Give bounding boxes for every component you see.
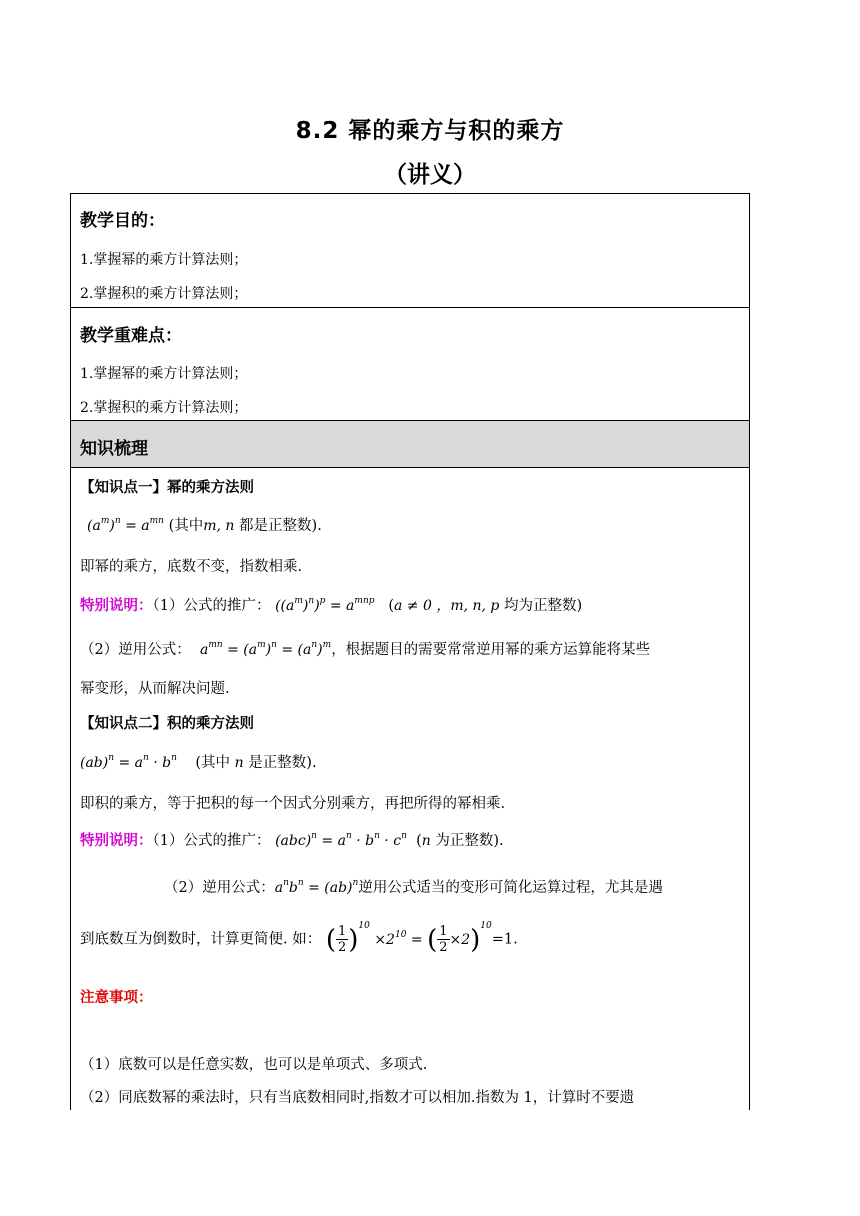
notes-heading xyxy=(80,986,741,1007)
teaching-aims-heading: 教学目的： xyxy=(80,211,165,231)
point2-special2-cont xyxy=(80,920,741,955)
note-item: （2）同底数幂的乘法时，只有当底数相同时,指数才可以相加.指数为 1，计算时不要遗 xyxy=(80,1090,635,1106)
note-item: （1）底数可以是任意实数，也可以是单项式、多项式. xyxy=(80,1057,428,1073)
point2-heading xyxy=(80,712,741,733)
point1-label: 【知识点一】 xyxy=(80,480,167,496)
key-point-item: 2.掌握积的乘方计算法则； xyxy=(80,400,248,416)
knowledge-heading-bar xyxy=(70,420,750,468)
document-subtitle: （讲义） xyxy=(384,162,476,188)
special2-rest: 逆用公式适当的变形可简化运算过程，尤其是遇 xyxy=(358,880,663,896)
key-points-heading: 教学重难点： xyxy=(80,326,182,346)
special-label: 特别说明： xyxy=(80,833,153,849)
point2-label: 【知识点二】 xyxy=(80,716,167,732)
example-formula: ( $\frac{1}{2}$ )$^{10} \times 2^{10}$ = ( $\frac{1}{2}$ ×2)$^{10}$ xyxy=(325,920,492,955)
special2-text: （2）逆用公式： xyxy=(80,642,191,658)
power-of-power-formula: $(a^m)^n = a^{mn}$ xyxy=(87,516,164,534)
special2-cont: 到底数互为倒数时，计算更简便. 如： xyxy=(80,931,322,948)
power-of-product-formula: $(ab)^n = a^n \cdot b^n$ xyxy=(80,753,177,771)
point1-special2 xyxy=(80,638,741,659)
special1-text: （1）公式的推广： xyxy=(152,833,271,849)
point2-special1: 特别说明：（1）公式的推广： $(abc)^n = a^n \cdot b^n \cdot c^n$ (n 为正整数). xyxy=(80,831,504,849)
aim-item: 1.掌握幂的乘方计算法则； xyxy=(80,252,248,268)
document-title: 8.2 幂的乘方与积的乘方 xyxy=(295,118,565,144)
special-label: 特别说明： xyxy=(80,598,153,614)
key-point-item: 1.掌握幂的乘方计算法则； xyxy=(80,366,248,382)
knowledge-body xyxy=(70,467,750,1110)
point1-formula xyxy=(87,514,741,535)
point2-name: 积的乘方法则 xyxy=(167,716,254,732)
aim-item: 2.掌握积的乘方计算法则； xyxy=(80,286,248,302)
special1-text: （1）公式的推广： xyxy=(152,598,271,614)
point1-formula-note-end: 都是正整数). xyxy=(239,518,322,534)
point2-explain: 即积的乘方，等于把积的每一个因式分别乘方，再把所得的幂相乘. xyxy=(80,796,506,812)
key-points-section xyxy=(70,307,750,421)
example-result: =1. xyxy=(491,931,518,948)
reverse-product-formula: $a^nb^n = (ab)^n$ xyxy=(274,878,359,896)
special2-rest: ，根据题目的需要常常逆用幂的乘方运算能将某些 xyxy=(331,642,651,658)
condition-formula: a ≠ 0 ，m, n, p xyxy=(394,598,500,614)
point1-formula-vars: m, n xyxy=(203,518,235,534)
point1-explain: 即幂的乘方，底数不变，指数相乘. xyxy=(80,559,303,575)
point2-formula-note: (其中 xyxy=(195,755,231,771)
point1-name: 幂的乘方法则 xyxy=(167,480,254,496)
point1-special2-cont: 幂变形，从而解决问题. xyxy=(80,681,230,697)
knowledge-heading: 知识梳理 xyxy=(80,439,148,459)
notes-heading-text: 注意事项： xyxy=(80,990,153,1006)
point2-formula-note-end: 是正整数). xyxy=(248,755,317,771)
point1-special1: 特别说明：（1）公式的推广： $((a^m)^n)^p = a^{mnp}$ (a ≠ 0 ，m, n, p 均为正整数) xyxy=(80,596,583,614)
special2-text: （2）逆用公式： xyxy=(164,880,275,896)
generalized-formula: $((a^m)^n)^p = a^{mnp}$ xyxy=(275,596,375,614)
point1-formula-note: (其中 xyxy=(168,518,204,534)
generalized-product-formula: $(abc)^n = a^n \cdot b^n \cdot c^n$ xyxy=(275,831,407,849)
point2-special2 xyxy=(164,876,741,897)
special1-cond: 均为正整数) xyxy=(504,598,583,614)
teaching-aims-section xyxy=(70,193,750,308)
point1-heading xyxy=(80,476,741,497)
reverse-formula: $a^{mn} = (a^m)^n = (a^n)^m$ xyxy=(199,640,332,658)
point2-formula: $(ab)^n = a^n \cdot b^n$ (其中 n 是正整数). xyxy=(80,753,317,771)
special1-cond: 为正整数). xyxy=(435,833,504,849)
